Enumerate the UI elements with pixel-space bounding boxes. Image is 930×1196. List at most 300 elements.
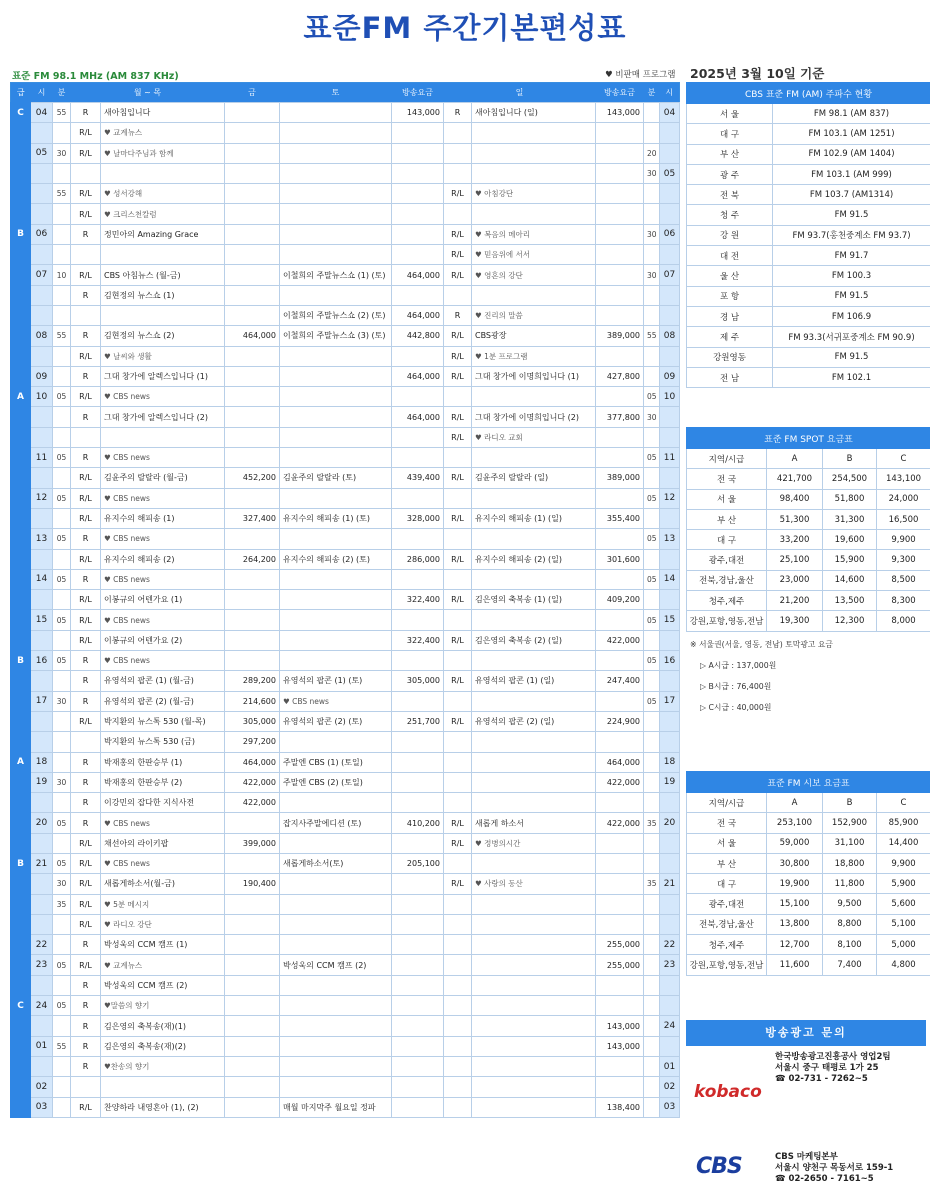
notes-b-rate: ▷ B시급 : 76,400원 (700, 682, 772, 691)
saturday-price (392, 427, 444, 447)
weekday-program: 김윤주의 랄랄라 (월-금) (101, 468, 225, 488)
rate-cell: 18,800 (823, 853, 877, 873)
weekday-program: ♥ CBS news (101, 813, 225, 833)
saturday-program (280, 1036, 392, 1056)
hour-cell (31, 671, 53, 691)
sunday-hour-cell (660, 204, 680, 224)
minute-cell (53, 204, 71, 224)
schedule-row (11, 427, 680, 447)
sunday-recording: R/L (444, 508, 472, 528)
grade-cell (11, 955, 31, 975)
sunday-program: 김은영의 축복송 (1) (일) (472, 590, 596, 610)
recording-cell: R (71, 529, 101, 549)
saturday-program: 유지수의 해피송 (2) (토) (280, 549, 392, 569)
frequency-cell: FM 102.9 (AM 1404) (773, 144, 930, 164)
sunday-minute-cell (644, 935, 660, 955)
rate-cell: 13,500 (823, 591, 877, 611)
weekday-price (225, 853, 280, 873)
frequency-cell: FM 93.3(서귀포중계소 FM 90.9) (773, 327, 930, 347)
rate-row (687, 530, 930, 550)
sunday-program: 그대 창가에 이명희입니다 (1) (472, 366, 596, 386)
weekday-price (225, 448, 280, 468)
rate-row (687, 591, 930, 611)
rate-row (687, 833, 930, 853)
weekday-program: ♥찬송의 향기 (101, 1056, 225, 1076)
grade-cell: A (11, 752, 31, 772)
schedule-row (11, 711, 680, 731)
sunday-price (596, 610, 644, 630)
hour-cell (31, 123, 53, 143)
sunday-price: 409,200 (596, 590, 644, 610)
schedule-row (11, 590, 680, 610)
sunday-hour-cell (660, 894, 680, 914)
saturday-price (392, 894, 444, 914)
sunday-hour-cell (660, 305, 680, 325)
region-cell: 서 울 (687, 489, 767, 509)
rate-header-cell: A (767, 793, 823, 813)
minute-cell (53, 975, 71, 995)
rate-cell: 14,400 (877, 833, 930, 853)
sunday-hour-cell (660, 996, 680, 1016)
sunday-minute-cell (644, 184, 660, 204)
region-cell: 부 산 (687, 144, 773, 164)
rate-row (687, 509, 930, 529)
region-cell: 부 산 (687, 509, 767, 529)
recording-cell (71, 245, 101, 265)
sunday-program (472, 793, 596, 813)
sunday-price: 224,900 (596, 711, 644, 731)
sunday-hour-cell (660, 1036, 680, 1056)
recording-cell (71, 732, 101, 752)
sunday-minute-cell (644, 366, 660, 386)
rate-cell: 31,100 (823, 833, 877, 853)
sunday-minute-cell (644, 103, 660, 123)
recording-cell (71, 427, 101, 447)
sunday-price (596, 448, 644, 468)
saturday-program (280, 935, 392, 955)
saturday-program (280, 285, 392, 305)
sunday-minute-cell (644, 427, 660, 447)
hour-cell (31, 914, 53, 934)
hour-cell (31, 1016, 53, 1036)
weekday-program: 유지수의 해피송 (1) (101, 508, 225, 528)
saturday-program (280, 529, 392, 549)
saturday-program: 유영석의 팝콘 (2) (토) (280, 711, 392, 731)
reference-date: 2025년 3월 10일 기준 (690, 66, 825, 81)
grade-cell (11, 366, 31, 386)
sunday-recording: R/L (444, 224, 472, 244)
grade-cell (11, 671, 31, 691)
sunday-recording (444, 732, 472, 752)
region-cell: 대 구 (687, 530, 767, 550)
schedule-row (11, 143, 680, 163)
sunday-hour-cell: 04 (660, 103, 680, 123)
legend-note: ♥ 비판매 프로그램 (605, 70, 676, 80)
weekday-price: 422,000 (225, 793, 280, 813)
sibo-table-title: 표준 FM 시보 요금표 (687, 772, 930, 793)
weekday-price (225, 163, 280, 183)
recording-cell: R (71, 813, 101, 833)
rate-cell: 421,700 (767, 469, 823, 489)
rate-cell: 16,500 (877, 509, 930, 529)
saturday-program: 유영석의 팝콘 (1) (토) (280, 671, 392, 691)
frequency-row (687, 327, 930, 347)
sunday-minute-cell: 30 (644, 407, 660, 427)
schedule-row (11, 610, 680, 630)
sunday-recording: R (444, 305, 472, 325)
saturday-program: 이철희의 주말뉴스쇼 (1) (토) (280, 265, 392, 285)
recording-cell: R/L (71, 874, 101, 894)
sunday-minute-cell (644, 305, 660, 325)
minute-cell (53, 366, 71, 386)
sunday-recording (444, 853, 472, 873)
inquiry-banner: 방송광고 문의 (686, 1020, 926, 1046)
sunday-recording (444, 448, 472, 468)
rate-row (687, 955, 930, 975)
weekday-price: 305,000 (225, 711, 280, 731)
sunday-recording: R (444, 103, 472, 123)
recording-cell: R (71, 772, 101, 792)
weekday-price (225, 935, 280, 955)
hour-cell (31, 1056, 53, 1076)
grade-cell: C (11, 103, 31, 123)
saturday-price: 328,000 (392, 508, 444, 528)
cbs-phone: ☎ 02-2650 - 7161~5 (775, 1174, 874, 1184)
saturday-price (392, 488, 444, 508)
sunday-program (472, 975, 596, 995)
weekday-price (225, 1077, 280, 1097)
kobaco-phone: ☎ 02-731 - 7262~5 (775, 1074, 868, 1084)
rate-row (687, 935, 930, 955)
saturday-price: 442,800 (392, 326, 444, 346)
sunday-hour-cell (660, 143, 680, 163)
schedule-header-cell: 일 (444, 83, 596, 103)
minute-cell (53, 914, 71, 934)
hour-cell: 18 (31, 752, 53, 772)
minute-cell: 10 (53, 265, 71, 285)
sunday-minute-cell: 05 (644, 610, 660, 630)
weekday-program: 그대 창가에 알렉스입니다 (1) (101, 366, 225, 386)
rate-header-cell: A (767, 449, 823, 469)
rate-cell: 8,500 (877, 570, 930, 590)
saturday-program (280, 1077, 392, 1097)
schedule-row (11, 468, 680, 488)
notes-c-rate: ▷ C시급 : 40,000원 (700, 703, 772, 712)
sunday-program: ♥ 사랑의 동산 (472, 874, 596, 894)
rate-header-row (687, 793, 930, 813)
sunday-hour-cell: 07 (660, 265, 680, 285)
sunday-recording: R/L (444, 874, 472, 894)
sunday-hour-cell: 03 (660, 1097, 680, 1117)
schedule-row (11, 1056, 680, 1076)
weekday-price (225, 224, 280, 244)
saturday-price (392, 163, 444, 183)
sunday-recording: R/L (444, 245, 472, 265)
sunday-hour-cell: 06 (660, 224, 680, 244)
weekday-price (225, 651, 280, 671)
minute-cell (53, 671, 71, 691)
sunday-minute-cell (644, 508, 660, 528)
weekday-price (225, 143, 280, 163)
sunday-recording (444, 1036, 472, 1056)
sunday-price: 143,000 (596, 1036, 644, 1056)
weekday-price (225, 529, 280, 549)
sunday-program: ♥ 영혼의 강단 (472, 265, 596, 285)
sunday-recording (444, 772, 472, 792)
sunday-minute-cell: 35 (644, 874, 660, 894)
weekday-program: 찬양하라 내영혼아 (1), (2) (101, 1097, 225, 1117)
minute-cell (53, 427, 71, 447)
sunday-recording (444, 123, 472, 143)
saturday-program: 잡지사주말에디션 (토) (280, 813, 392, 833)
sunday-price: 377,800 (596, 407, 644, 427)
minute-cell: 55 (53, 1036, 71, 1056)
sunday-program: 새아침입니다 (일) (472, 103, 596, 123)
grade-cell (11, 204, 31, 224)
cbs-department: CBS 마케팅본부 (775, 1152, 838, 1162)
sunday-recording (444, 894, 472, 914)
hour-cell: 13 (31, 529, 53, 549)
sunday-minute-cell: 05 (644, 651, 660, 671)
weekday-price (225, 569, 280, 589)
minute-cell: 05 (53, 529, 71, 549)
saturday-price (392, 874, 444, 894)
hour-cell (31, 630, 53, 650)
hour-cell (31, 975, 53, 995)
rate-cell: 15,100 (767, 894, 823, 914)
minute-cell: 05 (53, 569, 71, 589)
schedule-row (11, 204, 680, 224)
sunday-program (472, 935, 596, 955)
sunday-minute-cell (644, 711, 660, 731)
sunday-hour-cell: 13 (660, 529, 680, 549)
sunday-price (596, 204, 644, 224)
minute-cell: 05 (53, 610, 71, 630)
sunday-recording: R/L (444, 813, 472, 833)
saturday-price (392, 691, 444, 711)
weekday-program: ♥ 성서강해 (101, 184, 225, 204)
saturday-price (392, 833, 444, 853)
sunday-price (596, 184, 644, 204)
saturday-program (280, 975, 392, 995)
sunday-recording: R/L (444, 427, 472, 447)
weekday-program: ♥ CBS news (101, 529, 225, 549)
frequency-cell: FM 91.5 (773, 347, 930, 367)
weekday-program: 박지환의 뉴스톡 530 (금) (101, 732, 225, 752)
weekday-program: ♥ 날씨와 생활 (101, 346, 225, 366)
saturday-price (392, 651, 444, 671)
hour-cell: 10 (31, 387, 53, 407)
sunday-price (596, 387, 644, 407)
sunday-recording (444, 163, 472, 183)
sunday-recording (444, 488, 472, 508)
schedule-row (11, 407, 680, 427)
rate-row (687, 469, 930, 489)
sunday-program (472, 488, 596, 508)
sunday-price (596, 305, 644, 325)
sunday-recording (444, 529, 472, 549)
weekday-program: ♥ CBS news (101, 610, 225, 630)
minute-cell (53, 549, 71, 569)
saturday-price: 322,400 (392, 630, 444, 650)
frequency-row (687, 246, 930, 266)
weekday-program: 유영석의 팝콘 (2) (월-금) (101, 691, 225, 711)
frequency-cell: FM 103.1 (AM 1251) (773, 124, 930, 144)
saturday-price (392, 1056, 444, 1076)
schedule-row (11, 366, 680, 386)
saturday-price (392, 1097, 444, 1117)
sunday-hour-cell: 10 (660, 387, 680, 407)
weekday-program: ♥ 라디오 강단 (101, 914, 225, 934)
sunday-hour-cell (660, 793, 680, 813)
weekday-program (101, 305, 225, 325)
rate-cell: 5,000 (877, 935, 930, 955)
recording-cell: R (71, 326, 101, 346)
schedule-row (11, 894, 680, 914)
weekday-program: 이봉규의 어텐가요 (2) (101, 630, 225, 650)
schedule-row (11, 508, 680, 528)
weekday-program: 김현정의 뉴스쇼 (1) (101, 285, 225, 305)
sunday-recording (444, 610, 472, 630)
saturday-price: 464,000 (392, 265, 444, 285)
weekday-price (225, 427, 280, 447)
sunday-program: 유영석의 팝콘 (2) (일) (472, 711, 596, 731)
recording-cell: R/L (71, 610, 101, 630)
sunday-minute-cell: 30 (644, 163, 660, 183)
schedule-row (11, 285, 680, 305)
sunday-hour-cell: 05 (660, 163, 680, 183)
sunday-minute-cell (644, 549, 660, 569)
minute-cell (53, 711, 71, 731)
saturday-price (392, 732, 444, 752)
weekday-program: ♥ CBS news (101, 651, 225, 671)
sunday-minute-cell: 05 (644, 448, 660, 468)
sunday-program: ♥ 복음의 메아리 (472, 224, 596, 244)
rate-cell: 8,800 (823, 914, 877, 934)
minute-cell (53, 1016, 71, 1036)
rate-cell: 19,900 (767, 874, 823, 894)
saturday-price (392, 529, 444, 549)
weekday-price (225, 975, 280, 995)
sunday-program (472, 1056, 596, 1076)
weekday-price: 464,000 (225, 326, 280, 346)
frequency-cell: FM 91.7 (773, 246, 930, 266)
schedule-row (11, 691, 680, 711)
grade-cell (11, 975, 31, 995)
frequency-row (687, 205, 930, 225)
grade-cell (11, 123, 31, 143)
sunday-hour-cell (660, 833, 680, 853)
rate-header-cell: 지역/시급 (687, 793, 767, 813)
region-cell: 전북,경남,울산 (687, 914, 767, 934)
notes-block (690, 634, 833, 718)
saturday-program (280, 184, 392, 204)
recording-cell: R (71, 793, 101, 813)
saturday-price (392, 448, 444, 468)
rate-header-cell: B (823, 449, 877, 469)
sunday-program (472, 651, 596, 671)
rate-cell: 8,300 (877, 591, 930, 611)
hour-cell: 04 (31, 103, 53, 123)
minute-cell (53, 224, 71, 244)
minute-cell (53, 833, 71, 853)
rate-row (687, 813, 930, 833)
sunday-program: ♥ 아침강단 (472, 184, 596, 204)
saturday-price: 410,200 (392, 813, 444, 833)
recording-cell (71, 1077, 101, 1097)
sunday-program (472, 569, 596, 589)
weekday-program: 이강민의 잡다한 지식사전 (101, 793, 225, 813)
hour-cell (31, 305, 53, 325)
sunday-program: 새롭게 하소서 (472, 813, 596, 833)
rate-cell: 9,500 (823, 894, 877, 914)
sunday-program: ♥ 라디오 교회 (472, 427, 596, 447)
frequency-row (687, 164, 930, 184)
schedule-header-cell: 금 (225, 83, 280, 103)
rate-row (687, 489, 930, 509)
sunday-price: 422,000 (596, 813, 644, 833)
sunday-program: 유지수의 해피송 (1) (일) (472, 508, 596, 528)
hour-cell (31, 346, 53, 366)
rate-cell: 9,300 (877, 550, 930, 570)
sunday-minute-cell: 05 (644, 529, 660, 549)
saturday-program (280, 488, 392, 508)
sunday-hour-cell (660, 630, 680, 650)
frequency-row (687, 124, 930, 144)
recording-cell: R/L (71, 265, 101, 285)
grade-cell (11, 772, 31, 792)
rate-cell: 11,800 (823, 874, 877, 894)
weekday-price (225, 1036, 280, 1056)
sunday-hour-cell: 14 (660, 569, 680, 589)
rate-cell: 4,800 (877, 955, 930, 975)
grade-cell (11, 1016, 31, 1036)
sunday-program (472, 772, 596, 792)
minute-cell: 05 (53, 448, 71, 468)
saturday-program (280, 407, 392, 427)
weekday-program: 유영석의 팝콘 (1) (월-금) (101, 671, 225, 691)
page-title: 표준FM 주간기본편성표 (303, 11, 627, 45)
frequency-cell: FM 93.7(홍천중계소 FM 93.7) (773, 225, 930, 245)
minute-cell (53, 123, 71, 143)
saturday-price: 322,400 (392, 590, 444, 610)
recording-cell: R (71, 752, 101, 772)
frequency-row (687, 367, 930, 387)
schedule-row (11, 935, 680, 955)
rate-cell: 59,000 (767, 833, 823, 853)
spot-rate-table (686, 427, 930, 632)
weekday-program: 김은영의 축복송(재)(2) (101, 1036, 225, 1056)
frequency-cell: FM 102.1 (773, 367, 930, 387)
saturday-program (280, 163, 392, 183)
minute-cell: 05 (53, 813, 71, 833)
sunday-program (472, 387, 596, 407)
region-cell: 청주,제주 (687, 591, 767, 611)
grade-cell (11, 285, 31, 305)
region-cell: 대 구 (687, 874, 767, 894)
weekday-program: 박재홍의 한판승부 (1) (101, 752, 225, 772)
schedule-row (11, 671, 680, 691)
saturday-price (392, 569, 444, 589)
weekday-price (225, 305, 280, 325)
sunday-price (596, 143, 644, 163)
schedule-row (11, 955, 680, 975)
recording-cell: R/L (71, 387, 101, 407)
hour-cell: 19 (31, 772, 53, 792)
weekday-program: ♥ 교계뉴스 (101, 123, 225, 143)
rate-cell: 143,100 (877, 469, 930, 489)
sunday-hour-cell: 23 (660, 955, 680, 975)
